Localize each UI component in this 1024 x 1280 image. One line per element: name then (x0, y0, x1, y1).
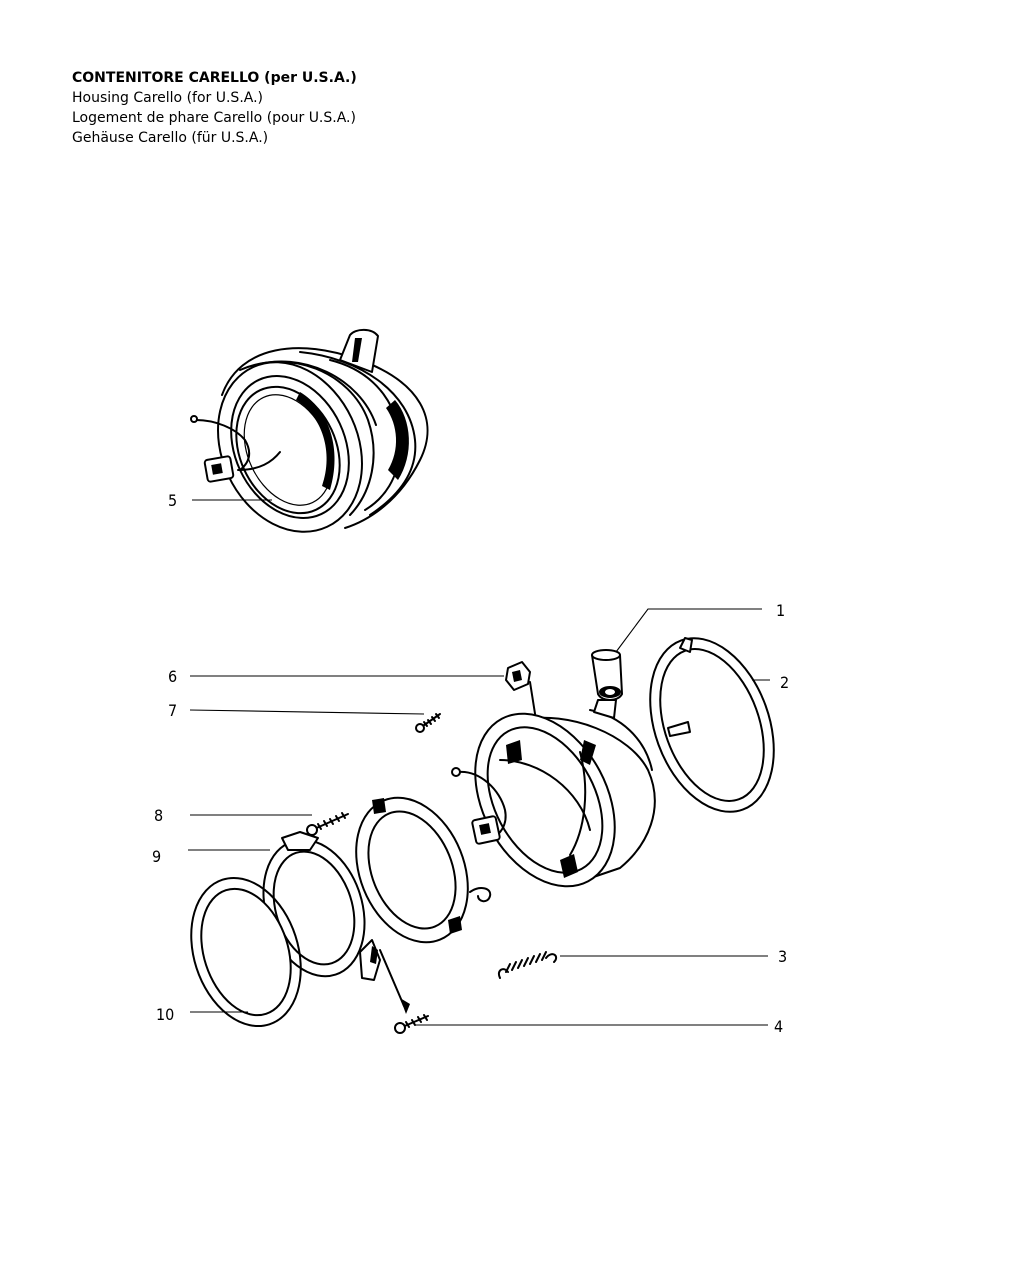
callout-4: 4 (774, 1017, 784, 1036)
part-8-screw (307, 813, 348, 835)
part-4-long-screw (380, 950, 428, 1033)
title-english: Housing Carello (for U.S.A.) (72, 90, 264, 106)
title-italian: CONTENITORE CARELLO (per U.S.A.) (72, 70, 357, 86)
callout-10: 10 (156, 1005, 175, 1024)
callout-5: 5 (168, 491, 178, 510)
callout-7: 7 (168, 701, 178, 720)
callout-1: 1 (776, 601, 786, 620)
part-1-rubber-cap (592, 650, 622, 700)
callout-6: 6 (168, 667, 178, 686)
callout-8: 8 (154, 806, 164, 825)
title-french: Logement de phare Carello (pour U.S.A.) (72, 110, 356, 126)
part-3-spring (499, 952, 556, 978)
callout-2: 2 (780, 673, 790, 692)
part-7-small-screw (416, 714, 440, 732)
title-german: Gehäuse Carello (für U.S.A.) (72, 130, 269, 146)
callout-3: 3 (778, 947, 788, 966)
callout-9: 9 (152, 847, 162, 866)
main-housing-shell (447, 690, 655, 911)
assembled-housing-drawing (191, 330, 428, 556)
